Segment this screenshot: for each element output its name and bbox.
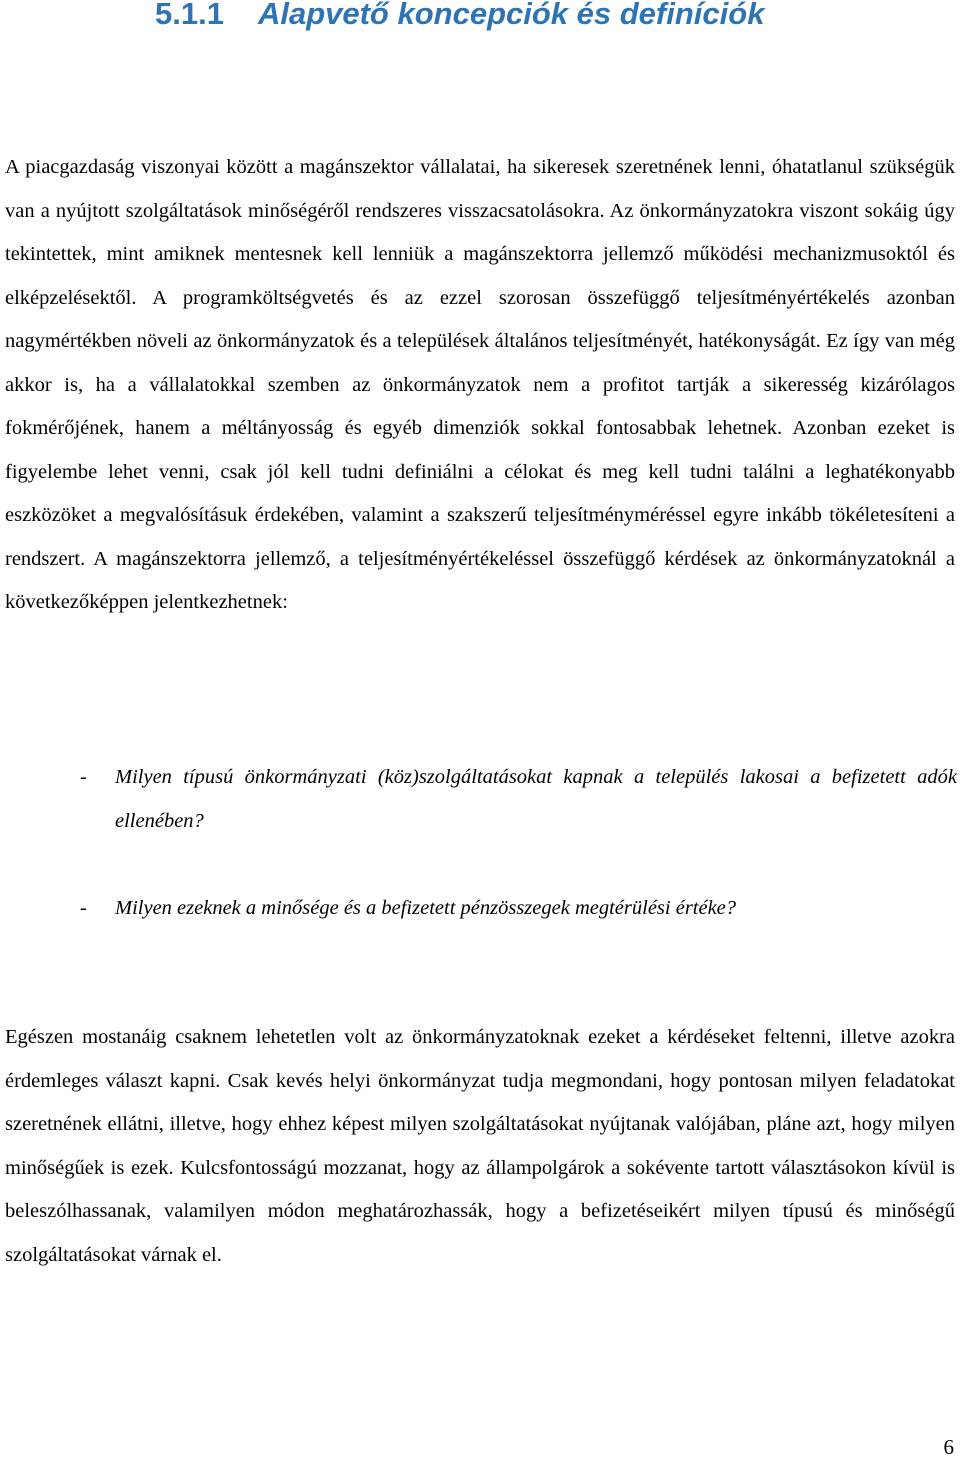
question-list-item: [80, 755, 957, 843]
section-heading: [155, 0, 764, 34]
body-paragraph-intro: A piacgazdaság viszonyai között a magánszektor vállalatai, ha sikeresek szeretnének lenni, óhatatlanul szükségük van a nyújtott szolgáltatások minőségéről rendszeres visszacsatolásokra. Az önkormányzatokra viszont sokáig úgy tekintettek, mint amiknek mentesnek kell lenniük a magánszektorra jellemző működési mechanizmusoktól és elképzelésektől. A programköltségvetés és az ezzel szorosan összefüggő teljesítményértékelés azonban nagymértékben növeli az önkormányzatok és a települések általános teljesítményét, hatékonyságát. Ez így van még akkor is, ha a vállalatokkal szemben az önkormányzatok nem a profitot tartják a sikeresség kizárólagos fokmérőjének, hanem a méltányosság és egyéb dimenziók sokkal fontosabbak lehetnek. Azonban ezeket is figyelembe lehet venni, csak jól kell tudni definiálni a célokat és meg kell tudni találni a leghatékonyabb eszközöket a megvalósításuk érdekében, valamint a szakszerű teljesítményméréssel egyre inkább tökéletesíteni a rendszert. A magánszektorra jellemző, a teljesítményértékeléssel összefüggő kérdések az önkormányzatoknál a következőképpen jelentkezhetnek:: [5, 156, 955, 613]
question-text: Milyen ezeknek a minősége és a befizetett pénzösszegek megtérülési értéke?: [115, 897, 737, 919]
list-dash-marker: -: [80, 897, 87, 919]
question-list-item: [80, 886, 957, 930]
section-title: Alapvető koncepciók és definíciók: [257, 0, 765, 31]
body-paragraph-conclusion: Egészen mostanáig csaknem lehetetlen volt az önkormányzatoknak ezeket a kérdéseket feltenni, illetve azokra érdemleges választ kapni. Csak kevés helyi önkormányzat tudja megmondani, hogy pontosan milyen feladatokat szeretnének ellátni, illetve, hogy ehhez képest milyen szolgáltatásokat nyújtanak valójában, pláne azt, hogy milyen minőségűek is ezek. Kulcsfontosságú mozzanat, hogy az állampolgárok a sokévente tartott választásokon kívül is beleszólhassanak, valamilyen módon meghatározhassák, hogy a befizetéseikért milyen típusú és minőségű szolgáltatásokat várnak el.: [5, 1026, 955, 1266]
list-dash-marker: -: [80, 766, 87, 788]
page-number: 6: [943, 1435, 954, 1459]
question-text: Milyen típusú önkormányzati (köz)szolgáltatásokat kapnak a település lakosai a befizetett adók ellenében?: [115, 766, 957, 832]
section-number: 5.1.1: [155, 0, 224, 31]
